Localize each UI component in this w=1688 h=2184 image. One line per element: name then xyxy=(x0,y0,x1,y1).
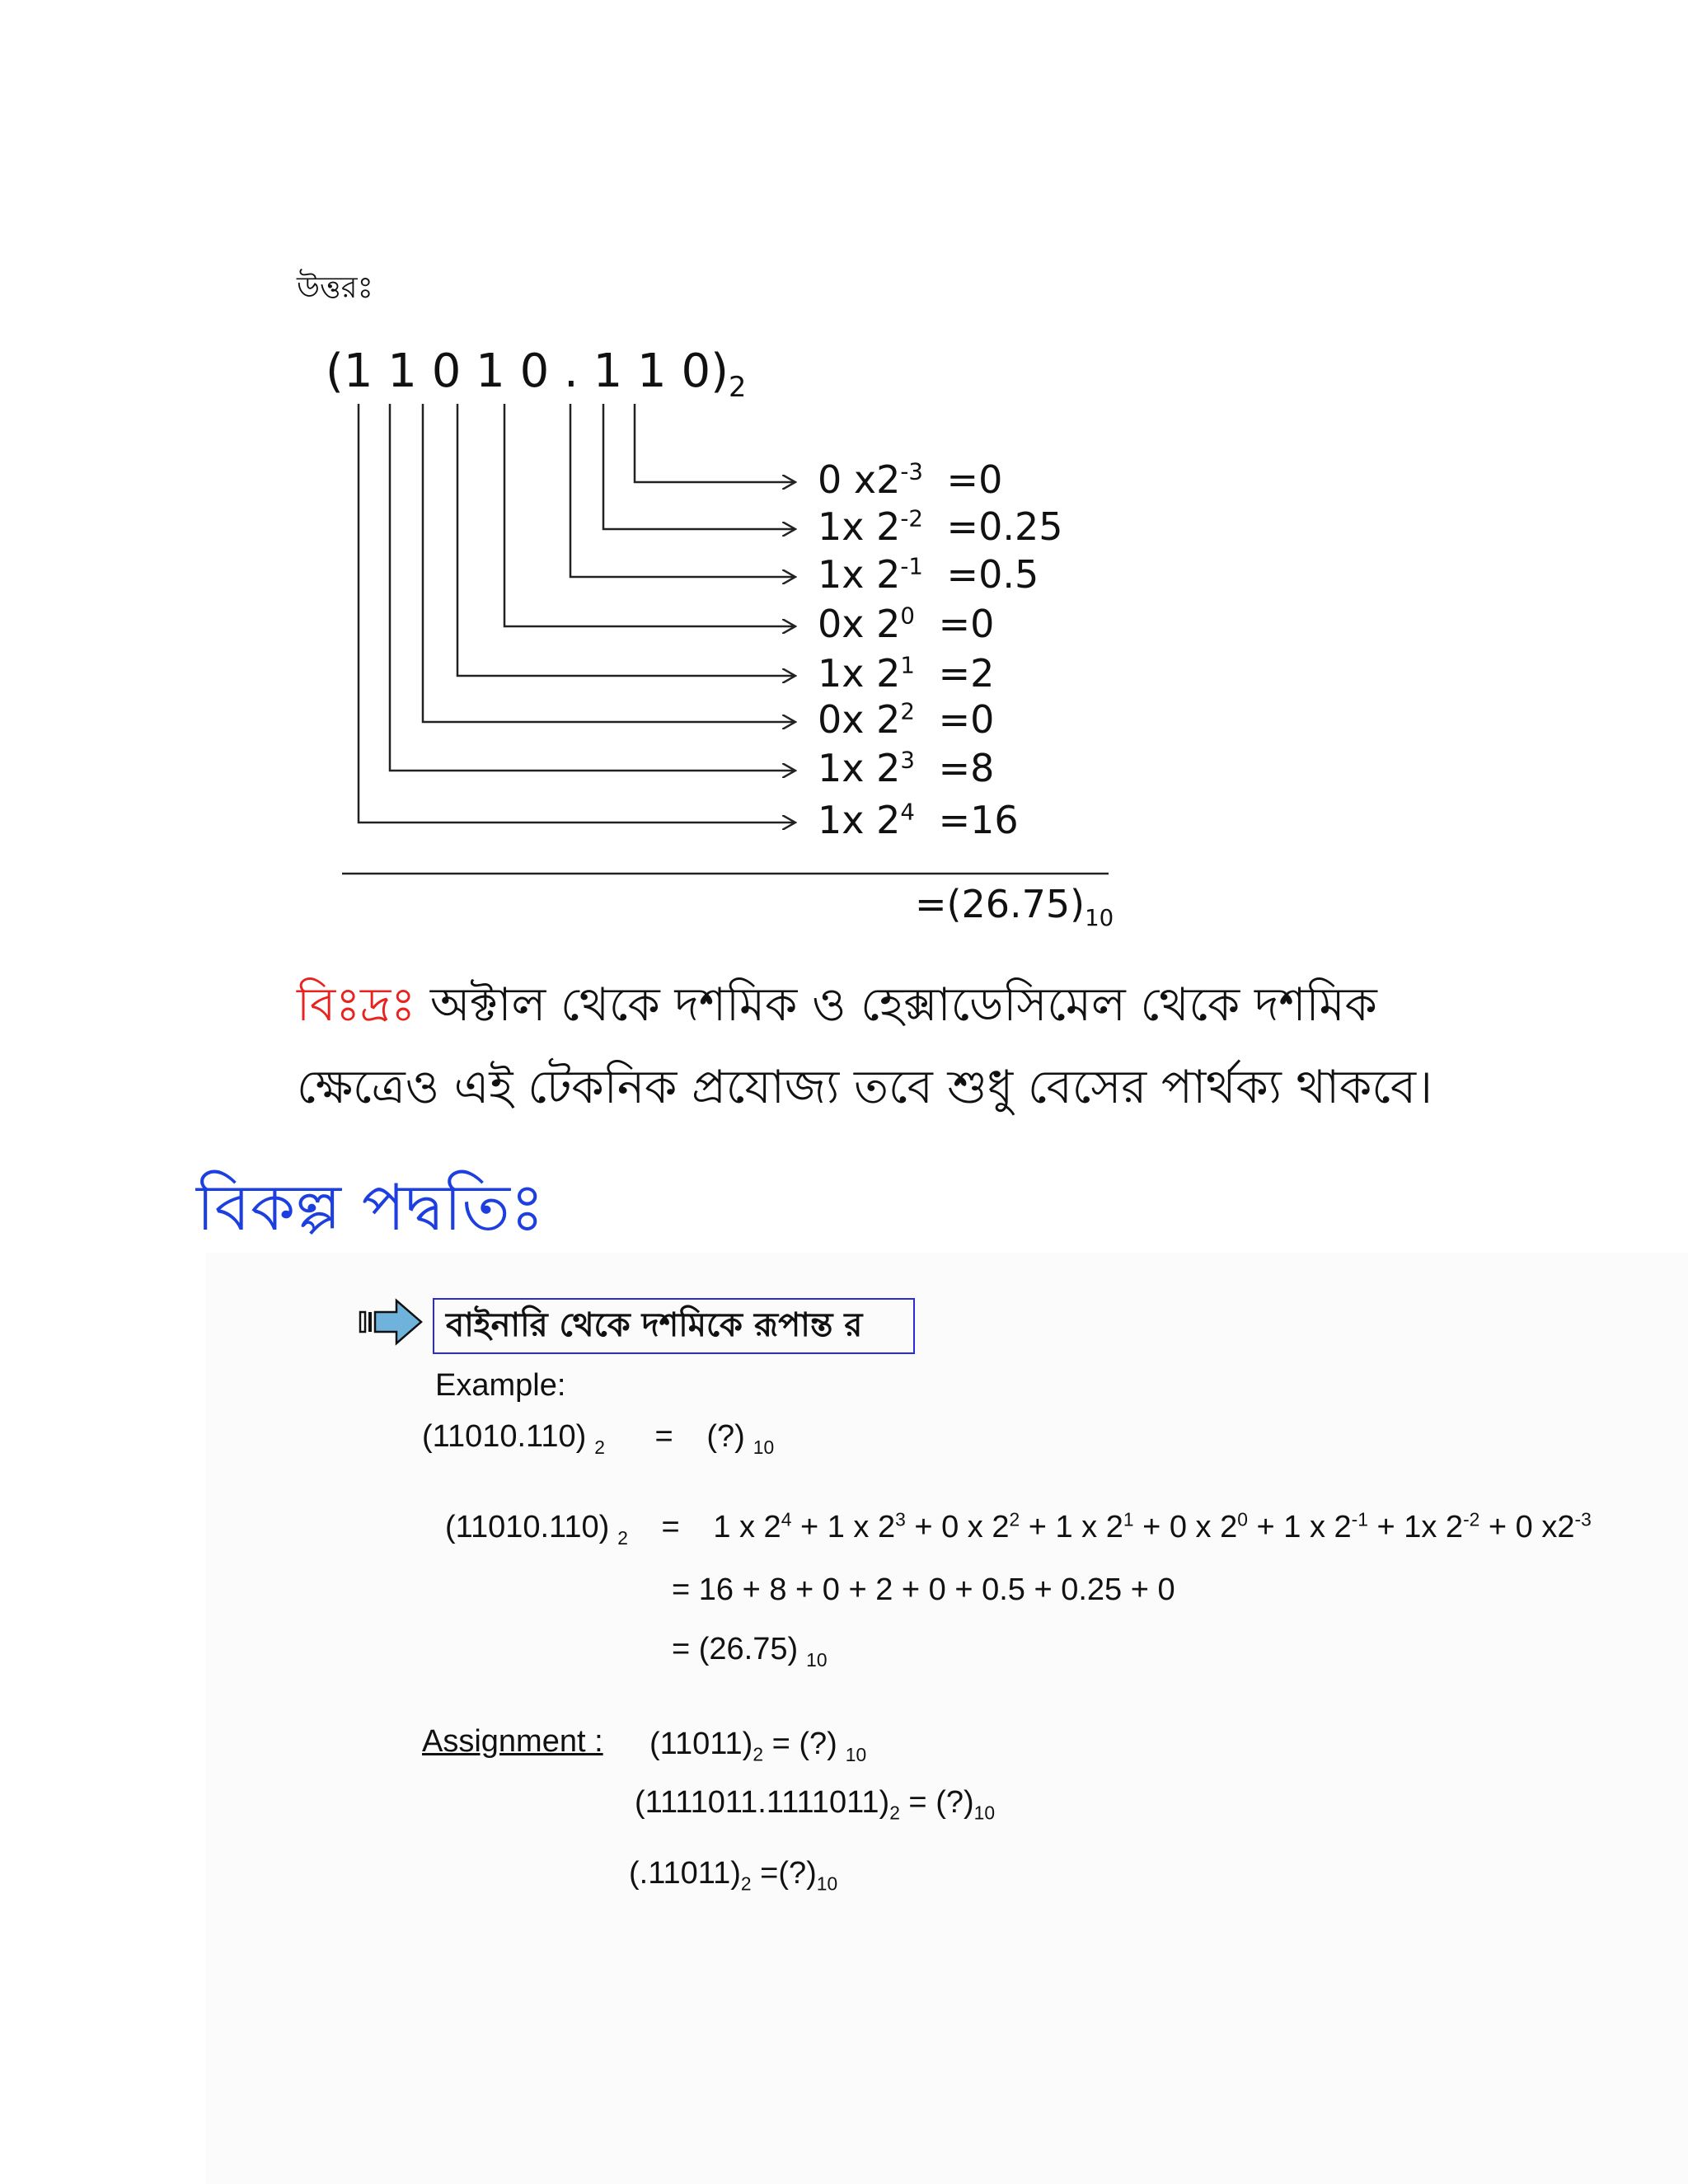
term-result: =0 xyxy=(926,697,995,742)
term-coef: 0x 2 xyxy=(818,697,901,742)
expansion-exponent: -2 xyxy=(1463,1508,1480,1530)
term-row xyxy=(818,798,1019,842)
total-base: 10 xyxy=(1085,904,1114,932)
connector-arrow xyxy=(603,404,795,529)
expansion-term: + 1 x 2 xyxy=(1020,1510,1123,1544)
expansion-exponent: 0 xyxy=(1237,1508,1248,1530)
term-exponent: 2 xyxy=(900,697,915,725)
term-coef: 1x 2 xyxy=(818,746,901,790)
connector-arrow xyxy=(504,404,795,626)
term-row xyxy=(818,552,1039,597)
sum-line: = 16 + 8 + 0 + 2 + 0 + 0.5 + 0.25 + 0 xyxy=(672,1572,1175,1607)
term-result: =8 xyxy=(926,746,995,790)
total-value: =(26.75) xyxy=(915,882,1085,926)
term-result: =16 xyxy=(926,798,1019,842)
example-label: Example: xyxy=(435,1368,566,1403)
term-coef: 0 x2 xyxy=(818,457,901,502)
term-coef: 0x 2 xyxy=(818,602,901,646)
note-text: অক্টাল থেকে দশমিক ও হেক্সাডেসিমেল থেকে দশমিক ক্ষেত্রেও এই টেকনিক প্রযোজ্য তবে শুধু বেসের পার্থক্য থাকবে। xyxy=(297,978,1433,1114)
connector-arrow xyxy=(457,404,795,676)
binary-digits: (1 1 0 1 0 . 1 1 0) xyxy=(326,344,729,398)
expansion-term: + 1 x 2 xyxy=(1247,1510,1352,1544)
connector-arrow xyxy=(390,404,795,771)
expansion-term: + 0 x 2 xyxy=(1133,1510,1238,1544)
expansion-exponent: 2 xyxy=(1009,1508,1020,1530)
term-row xyxy=(818,697,994,742)
term-row xyxy=(818,651,994,696)
term-coef: 1x 2 xyxy=(818,651,901,696)
expansion-exponent: 3 xyxy=(895,1508,906,1530)
term-row xyxy=(818,504,1063,549)
term-row xyxy=(818,746,994,790)
term-exponent: -1 xyxy=(900,552,923,580)
assignment-item: $(1111011.1111011)_2$ = $(?)_{10}$ xyxy=(635,1785,995,1824)
term-result: =2 xyxy=(926,651,995,696)
term-coef: 1x 2 xyxy=(818,798,901,842)
term-exponent: -2 xyxy=(900,504,923,532)
term-coef: 1x 2 xyxy=(818,504,901,549)
expansion-term: + 0 x2 xyxy=(1479,1510,1575,1544)
expansion-term: + 1x 2 xyxy=(1367,1510,1464,1544)
term-exponent: 0 xyxy=(900,602,915,630)
answer-label: উত্তরঃ xyxy=(297,271,373,305)
expansion-exponent: 4 xyxy=(781,1508,792,1530)
right-arrow-icon xyxy=(359,1296,424,1348)
term-exponent: 1 xyxy=(900,651,915,679)
term-exponent: -3 xyxy=(900,457,923,485)
term-result: =0.5 xyxy=(934,552,1039,597)
term-row xyxy=(818,602,994,646)
assignment-label: Assignment : xyxy=(422,1724,603,1759)
connector-arrow xyxy=(423,404,795,722)
binary-base: 2 xyxy=(728,371,747,404)
example-question: (11010.110) $_2$ = (?) $_{10}$ xyxy=(422,1419,775,1458)
note-label: বিঃদ্রঃ xyxy=(297,978,416,1032)
note-paragraph xyxy=(297,964,1533,1129)
expansion-term: + 1 x 2 xyxy=(791,1510,896,1544)
slide-title: বাইনারি থেকে দশমিকে রূপান্ত র xyxy=(433,1298,915,1354)
expansion-term: + 0 x 2 xyxy=(905,1510,1010,1544)
assignment-item: $(11011)_2$ = (?) $_{10}$ xyxy=(649,1727,867,1765)
total-result xyxy=(915,882,1114,932)
expansion-exponent: -1 xyxy=(1351,1508,1368,1530)
assignment-item: $(.11011)_2$ $=(?)_{10}$ xyxy=(629,1856,838,1895)
slide-panel xyxy=(206,1253,1688,2184)
term-result: =0 xyxy=(934,457,1003,502)
result-line: = (26.75) $_{10}$ xyxy=(672,1632,828,1671)
term-result: =0.25 xyxy=(934,504,1063,549)
term-row xyxy=(818,457,1002,502)
term-coef: 1x 2 xyxy=(818,552,901,597)
term-exponent: 3 xyxy=(900,746,915,774)
expansion-term: 1 x 2 xyxy=(713,1510,781,1544)
term-result: =0 xyxy=(926,602,995,646)
term-exponent: 4 xyxy=(900,798,915,826)
expansion-line: (11010.110) $_2$ = 1 x $2^4 + 1$ x $2^3 + 0$ x $2^2 + 1$ x $2^1 + 0$ x $2^0 + 1$ x $2^{-1} + 1x$ $2^{-2} + 0$ $x2^{-3}$ xyxy=(445,1508,1592,1549)
expansion-exponent: 1 xyxy=(1123,1508,1134,1530)
expansion-exponent: -3 xyxy=(1574,1508,1592,1530)
connector-arrow xyxy=(635,404,795,482)
connector-arrow xyxy=(359,404,795,823)
alternative-method-heading: বিকল্প পদ্বতিঃ xyxy=(196,1171,545,1245)
